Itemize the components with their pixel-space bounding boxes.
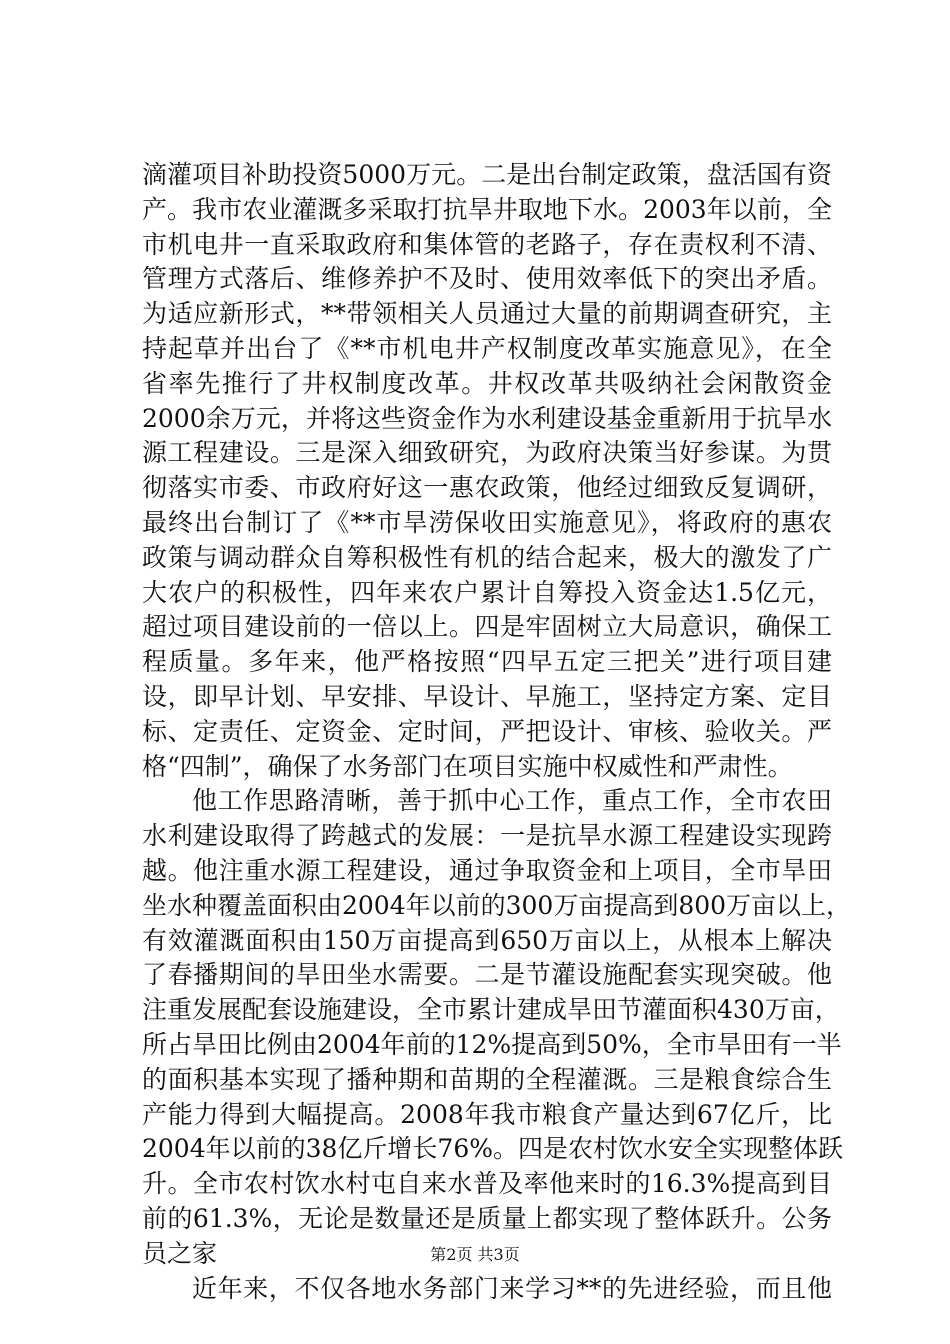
body-text xyxy=(142,158,852,1306)
text-line: 近年来，不仅各地水务部门来学习**的先进经验，而且他 xyxy=(192,1273,832,1303)
text-line: 彻落实市委、市政府好这一惠农政策，他经过细致反复调研， xyxy=(142,473,832,503)
page-footer: 第2页 共3页 xyxy=(430,1245,520,1264)
text-line: 最终出台制订了《**市旱涝保收田实施意见》，将政府的惠农 xyxy=(142,507,832,537)
text-line: 政策与调动群众自筹积极性有机的结合起来，极大的激发了广 xyxy=(142,542,832,572)
text-line: 了春播期间的旱田坐水需要。二是节灌设施配套实现突破。他 xyxy=(142,960,832,990)
text-line: 坐水种覆盖面积由2004年以前的300万亩提高到800万亩以上， xyxy=(142,890,852,920)
text-line: 他工作思路清晰，善于抓中心工作，重点工作，全市农田 xyxy=(192,786,832,816)
text-line: 省率先推行了井权制度改革。井权改革共吸纳社会闲散资金 xyxy=(142,368,832,398)
text-line: 升。全市农村饮水村屯自来水普及率他来时的16.3%提高到目 xyxy=(142,1169,832,1199)
text-line: 持起草并出台了《**市机电井产权制度改革实施意见》，在全 xyxy=(142,333,832,363)
text-line: 大农户的积极性，四年来农户累计自筹投入资金达1.5亿元， xyxy=(142,577,832,607)
text-line: 注重发展配套设施建设，全市累计建成旱田节灌面积430万亩， xyxy=(142,995,840,1025)
text-line: 的面积基本实现了播种期和苗期的全程灌溉。三是粮食综合生 xyxy=(142,1064,832,1094)
text-line: 水利建设取得了跨越式的发展：一是抗旱水源工程建设实现跨 xyxy=(142,821,832,851)
text-line: 产能力得到大幅提高。2008年我市粮食产量达到67亿斤，比 xyxy=(142,1099,832,1129)
text-line: 2000余万元，并将这些资金作为水利建设基金重新用于抗旱水 xyxy=(142,403,832,433)
text-line: 滴灌项目补助投资5000万元。二是出台制定政策，盘活国有资 xyxy=(142,160,832,189)
text-line: 有效灌溉面积由150万亩提高到650万亩以上，从根本上解决 xyxy=(142,925,832,955)
text-line: 产。我市农业灌溉多采取打抗旱井取地下水。2003年以前，全 xyxy=(142,194,832,224)
text-line: 格“四制”，确保了水务部门在项目实施中权威性和严肃性。 xyxy=(142,751,793,781)
text-line: 为适应新形式，**带领相关人员通过大量的前期调查研究，主 xyxy=(142,299,832,329)
text-line: 超过项目建设前的一倍以上。四是牢固树立大局意识，确保工 xyxy=(142,612,832,642)
text-line: 市机电井一直采取政府和集体管的老路子，存在责权利不清、 xyxy=(142,229,832,259)
text-line: 源工程建设。三是深入细致研究，为政府决策当好参谋。为贯 xyxy=(142,438,832,468)
text-line: 管理方式落后、维修养护不及时、使用效率低下的突出矛盾。 xyxy=(142,264,832,294)
text-line: 设，即早计划、早安排、早设计、早施工，坚持定方案、定目 xyxy=(142,681,832,711)
text-line: 员之家 xyxy=(142,1238,218,1268)
text-line: 前的61.3%，无论是数量还是质量上都实现了整体跃升。公务 xyxy=(142,1203,832,1233)
text-line: 所占旱田比例由2004年前的12%提高到50%，全市旱田有一半 xyxy=(142,1029,842,1059)
text-line: 标、定责任、定资金、定时间，严把设计、审核、验收关。严 xyxy=(142,716,832,746)
text-line: 越。他注重水源工程建设，通过争取资金和上项目，全市旱田 xyxy=(142,855,832,885)
text-line: 程质量。多年来，他严格按照“四早五定三把关”进行项目建 xyxy=(142,647,832,677)
text-line: 2004年以前的38亿斤增长76%。四是农村饮水安全实现整体跃 xyxy=(142,1134,844,1164)
